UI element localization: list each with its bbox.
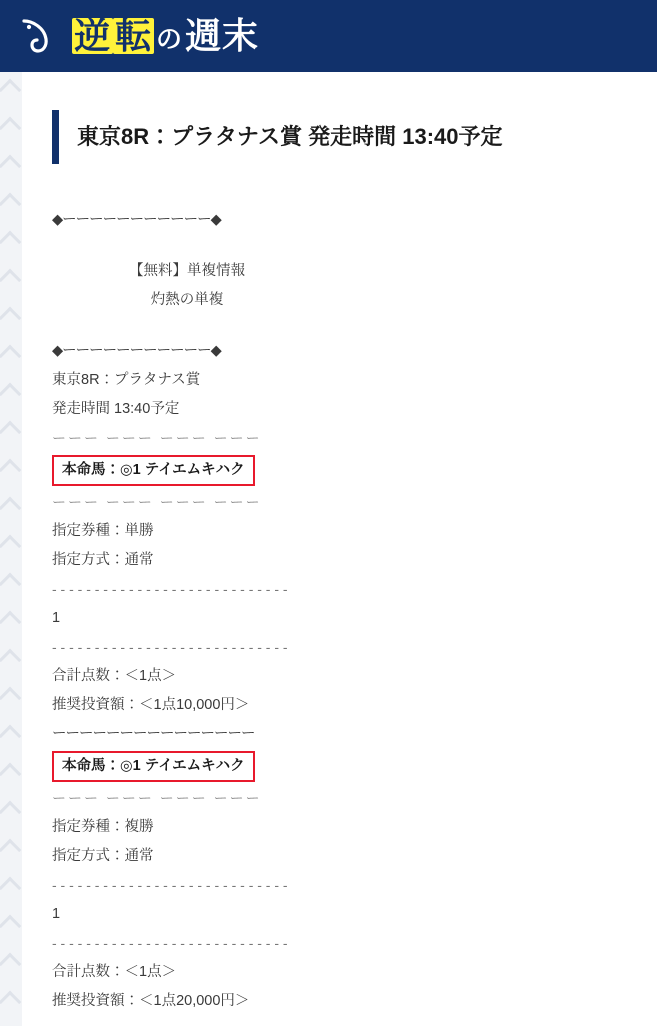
chevron-up-icon bbox=[0, 383, 21, 406]
title-accent-bar bbox=[52, 110, 59, 164]
promo-line-1: 【無料】単複情報 bbox=[129, 263, 245, 279]
logo-char-1: 逆 bbox=[74, 15, 112, 56]
left-decorative-rail bbox=[0, 72, 22, 1026]
chevron-up-icon bbox=[0, 611, 21, 634]
chevron-up-icon bbox=[0, 79, 21, 102]
honmei-horse-2: 本命馬：◎1 テイエムキハク bbox=[52, 751, 255, 782]
chevron-up-icon bbox=[0, 155, 21, 178]
race-name: 東京8R：プラタナス賞 bbox=[52, 372, 201, 388]
dotted-rule: - - - - - - - - - - - - - - - - - - - - - - - - - - - - bbox=[52, 935, 288, 951]
logo-char-3: の bbox=[156, 24, 184, 54]
race-post-time: 発走時間 13:40予定 bbox=[52, 401, 180, 417]
chevron-up-icon bbox=[0, 649, 21, 672]
dash-rule: ーーー ーーー ーーー ーーー bbox=[52, 430, 262, 446]
dotted-rule: - - - - - - - - - - - - - - - - - - - - - - - - - - - - bbox=[52, 581, 288, 597]
dotted-rule: - - - - - - - - - - - - - - - - - - - - - - - - - - - - bbox=[52, 639, 288, 655]
recommended-stake-1: 推奨投資額：＜1点10,000円＞ bbox=[52, 697, 250, 713]
chevron-up-icon bbox=[0, 877, 21, 900]
promo-line-2: 灼熱の単複 bbox=[150, 292, 224, 308]
chevron-up-icon bbox=[0, 117, 21, 140]
chevron-up-icon bbox=[0, 763, 21, 786]
chevron-up-icon bbox=[0, 345, 21, 368]
chevron-up-icon bbox=[0, 231, 21, 254]
selection-2: 1 bbox=[52, 906, 61, 922]
ticket-type-1: 指定券種：単勝 bbox=[52, 523, 154, 539]
ticket-type-2: 指定券種：複勝 bbox=[52, 819, 154, 835]
page-title bbox=[22, 110, 657, 164]
chevron-up-icon bbox=[0, 801, 21, 824]
dotted-rule: - - - - - - - - - - - - - - - - - - - - - - - - - - - - bbox=[52, 877, 288, 893]
site-logo-title[interactable] bbox=[72, 15, 260, 56]
chevron-up-icon bbox=[0, 269, 21, 292]
article-content bbox=[0, 110, 657, 1016]
chevron-up-icon bbox=[0, 193, 21, 216]
chevron-up-icon bbox=[0, 915, 21, 938]
chevron-up-icon bbox=[0, 459, 21, 482]
chevron-up-icon bbox=[0, 953, 21, 976]
article-body bbox=[22, 206, 657, 1016]
page-title-text: 東京8R：プラタナス賞 発走時間 13:40予定 bbox=[77, 123, 503, 149]
chevron-up-icon bbox=[0, 839, 21, 862]
logo-char-2: 転 bbox=[115, 15, 153, 56]
chevron-up-icon bbox=[0, 497, 21, 520]
dash-rule: ーーー ーーー ーーー ーーー bbox=[52, 790, 262, 806]
dash-rule: ーーー ーーー ーーー ーーー bbox=[52, 494, 262, 510]
total-points-1: 合計点数：＜1点＞ bbox=[52, 668, 177, 684]
chevron-up-icon bbox=[0, 535, 21, 558]
honmei-horse-1: 本命馬：◎1 テイエムキハク bbox=[52, 455, 255, 486]
chevron-up-icon bbox=[0, 573, 21, 596]
logo-char-4: 週末 bbox=[185, 15, 260, 56]
chevron-up-icon bbox=[0, 725, 21, 748]
chevron-up-icon bbox=[0, 991, 21, 1014]
selection-1: 1 bbox=[52, 610, 61, 626]
site-header bbox=[0, 0, 657, 72]
horse-head-icon[interactable] bbox=[14, 13, 60, 59]
bet-method-2: 指定方式：通常 bbox=[52, 848, 154, 864]
chevron-up-icon bbox=[0, 421, 21, 444]
chevron-up-icon bbox=[0, 307, 21, 330]
recommended-stake-2: 推奨投資額：＜1点20,000円＞ bbox=[52, 993, 250, 1009]
divider-long: ーーーーーーーーーーーーーーー bbox=[52, 726, 255, 742]
bet-method-1: 指定方式：通常 bbox=[52, 552, 154, 568]
chevron-up-icon bbox=[0, 687, 21, 710]
total-points-2: 合計点数：＜1点＞ bbox=[52, 964, 177, 980]
divider-second: ◆ーーーーーーーーーーー◆ bbox=[52, 343, 221, 359]
divider-top: ◆ーーーーーーーーーーー◆ bbox=[52, 212, 221, 228]
